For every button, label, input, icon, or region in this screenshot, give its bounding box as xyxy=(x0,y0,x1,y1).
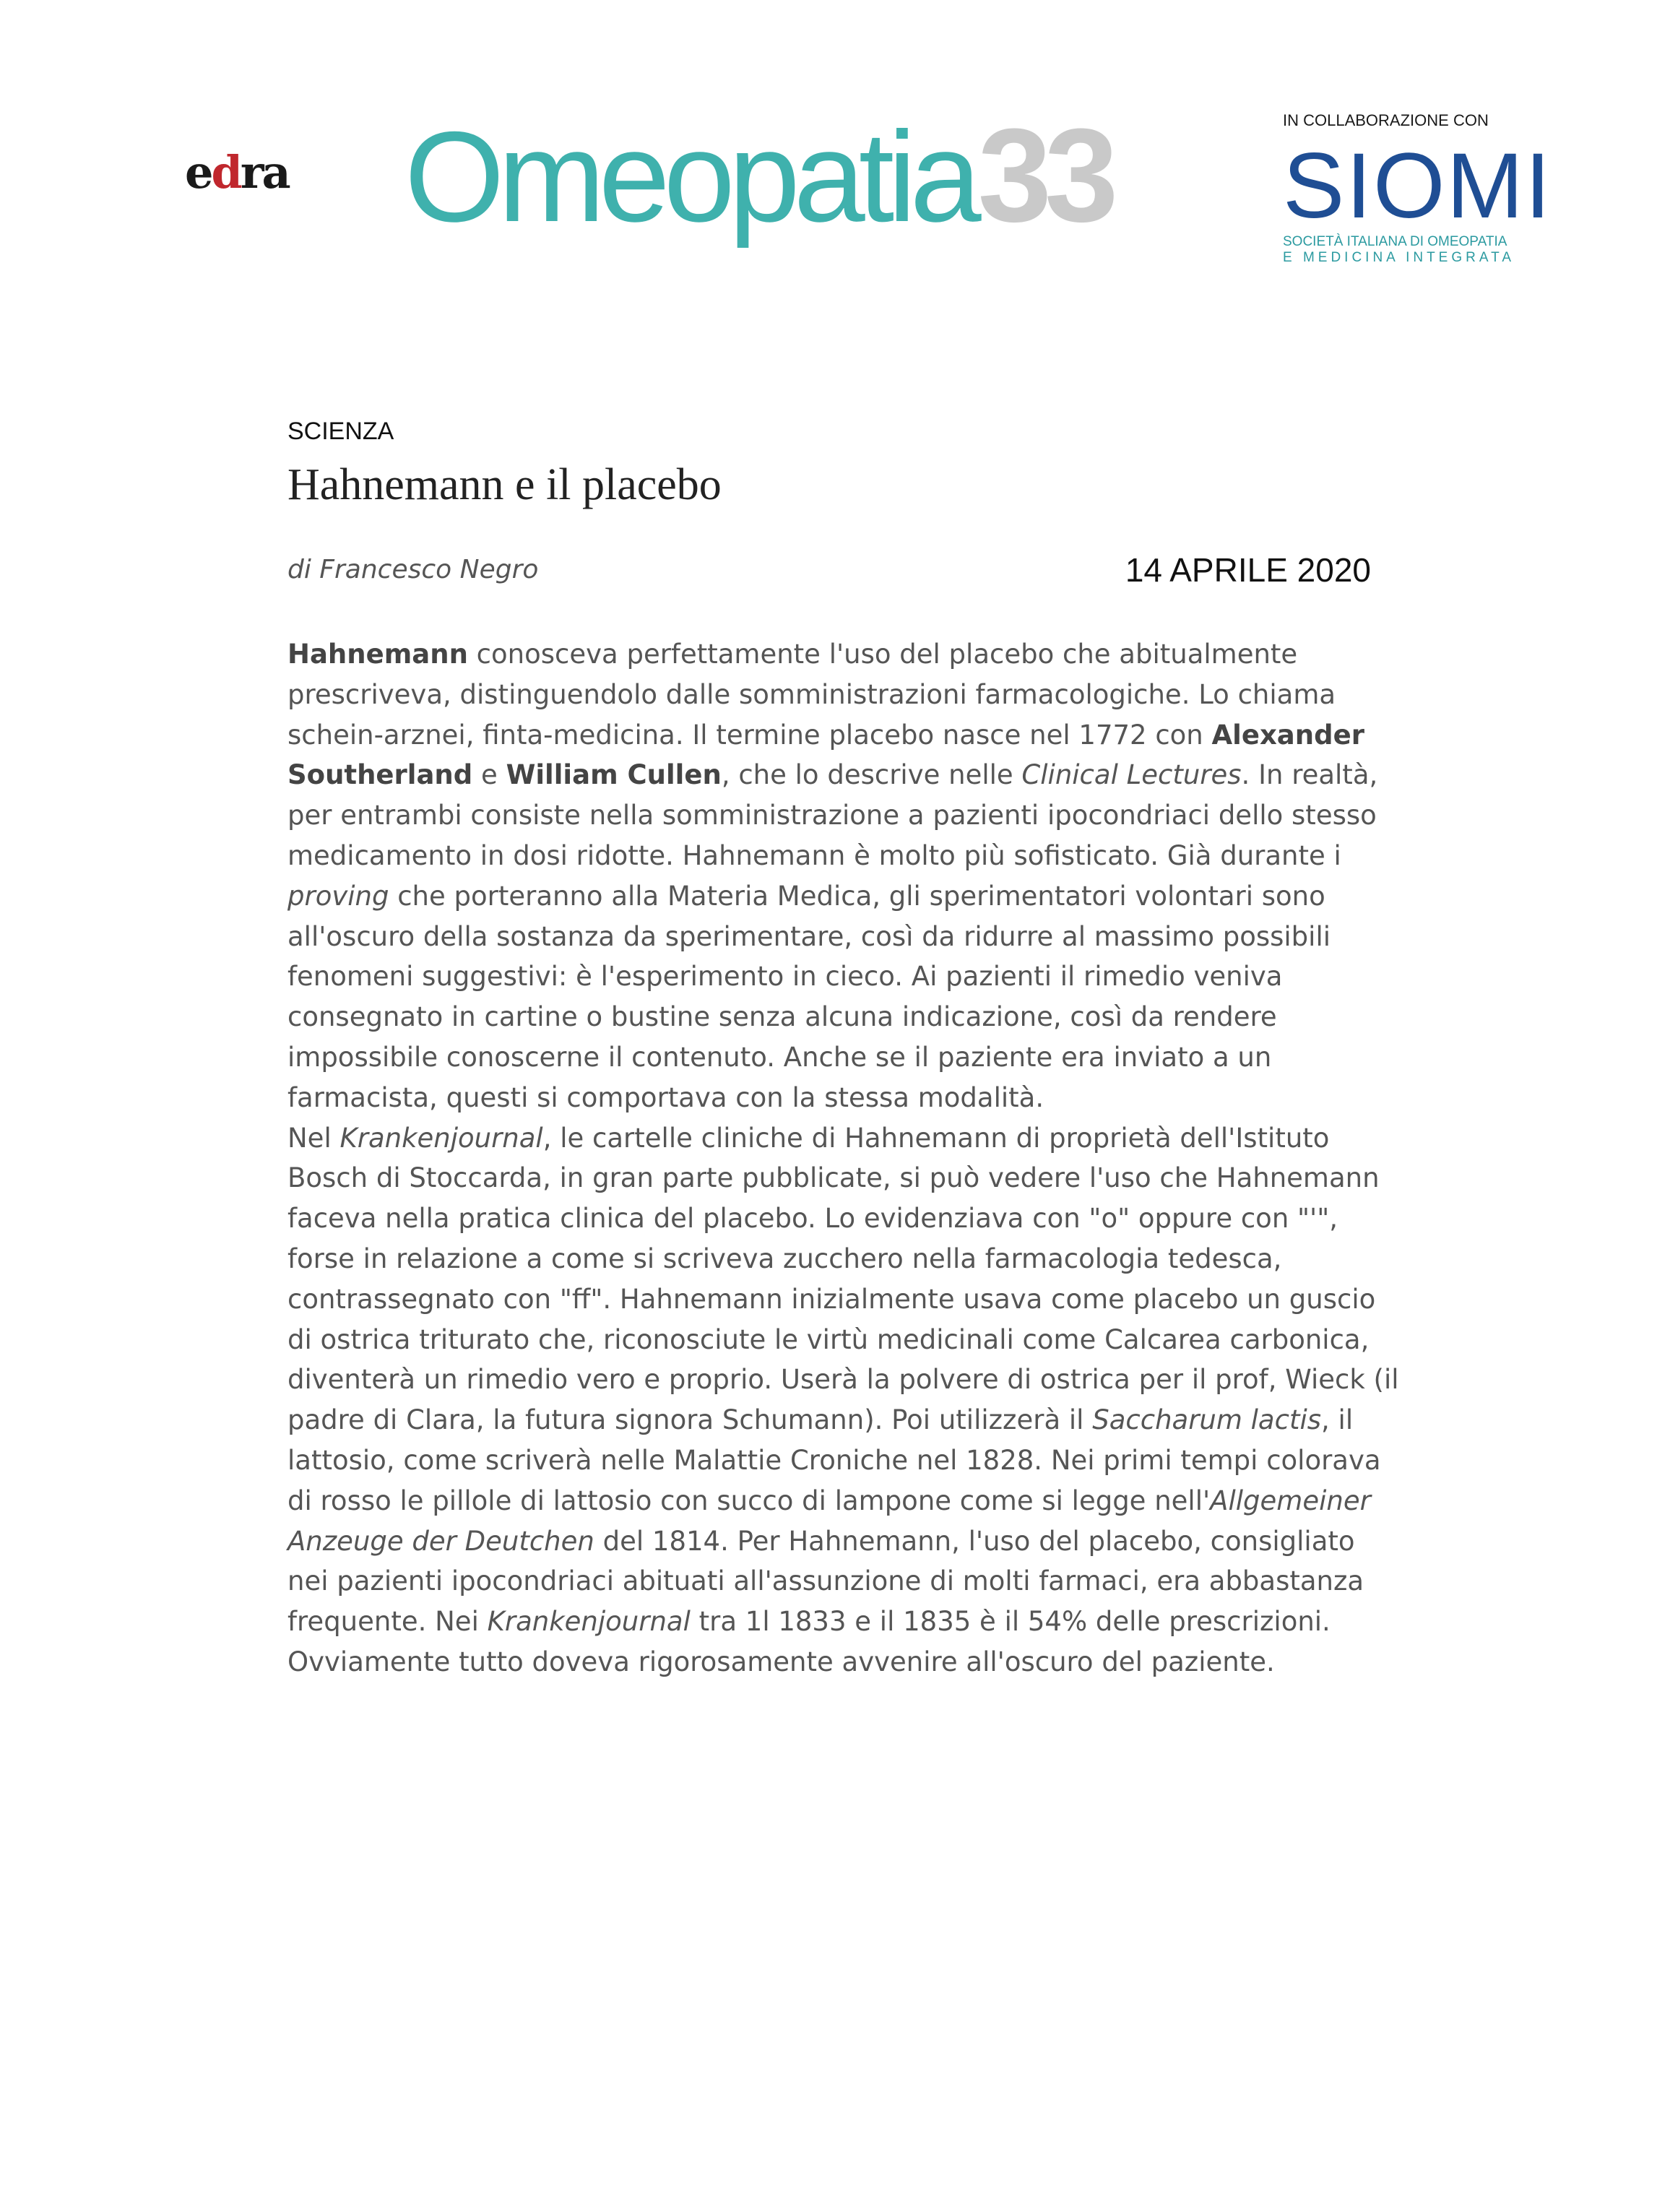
partner-block xyxy=(1283,111,1552,266)
italic-text: proving xyxy=(287,880,389,912)
body-text-run: , il lattosio, come scriverà nelle Malattie Croniche nel 1828. Nei primi tempi colorava di rosso le pillole di lattosio con succo di lampone come si legge nell' xyxy=(287,1404,1381,1516)
article-date: 14 APRILE 2020 xyxy=(1125,551,1371,589)
italic-text: Clinical Lectures xyxy=(1021,759,1242,791)
body-text-run: , le cartelle cliniche di Hahnemann di proprietà dell'Istituto Bosch di Stoccarda, in gran parte pubblicate, si può vedere l'uso che Hahnemann faceva nella pratica clinica del placebo. Lo evidenziava con "o" oppure con "'", forse in relazione a come si scriveva zucchero nella farmacologia tedesca, contrassegnato con "ff". Hahnemann inizialmente usava come placebo un guscio di ostrica triturato che, riconosciute le virtù medicinali come Calcarea carbonica, diventerà un rimedio vero e proprio. Userà la polvere di ostrica per il prof, Wieck (il padre di Clara, la futura signora Schumann). Poi utilizzerà il xyxy=(287,1122,1399,1436)
body-text-run: e xyxy=(472,759,506,791)
partner-subtitle-line1: SOCIETÀ ITALIANA DI OMEOPATIA xyxy=(1283,234,1507,249)
masthead-number: 33 xyxy=(977,100,1112,249)
article-title: Hahnemann e il placebo xyxy=(287,460,722,509)
body-text-run: , che lo descrive nelle xyxy=(721,759,1022,791)
body-text-run: che porteranno alla Materia Medica, gli sperimentatori volontari sono all'oscuro della sostanza da sperimentare, così da ridurre al massimo possibili fenomeni suggestivi: è l'esperimento in cieco. Ai pazienti il rimedio veniva consegnato in cartine o bustine senza alcuna indicazione, così da rendere impossibile conoscerne il contenuto. Anche se il paziente era inviato a un farmacista, questi si comportava con la stessa modalità. xyxy=(287,880,1331,1113)
partner-subtitle-line2: E MEDICINA INTEGRATA xyxy=(1283,249,1515,265)
edra-logo-text: edra xyxy=(185,146,289,199)
page-header xyxy=(0,0,1670,303)
edra-logo xyxy=(185,146,289,199)
collaboration-label: IN COLLABORAZIONE CON xyxy=(1283,111,1489,129)
masthead-logo xyxy=(404,100,1112,249)
byline-row xyxy=(287,550,1385,594)
siomi-logo xyxy=(1283,134,1552,238)
article xyxy=(287,418,1399,1682)
italic-text: Krankenjournal xyxy=(487,1606,691,1638)
bold-text: Alexander Southerland xyxy=(287,719,1364,791)
masthead-word: Omeopatia xyxy=(404,105,975,249)
body-text-run: . In realtà, per entrambi consiste nella somministrazione a pazienti ipocondriaci dello stesso medicamento in dosi ridotte. Hahnemann è molto più sofisticato. Già durante i xyxy=(287,759,1378,871)
body-text-run: conosceva perfettamente l'uso del placebo che abitualmente prescriveva, distinguendolo dalle somministrazioni farmacologiche. Lo chiama schein-arznei, finta-medicina. Il termine placebo nasce nel 1772 con xyxy=(287,639,1336,751)
italic-text: Krankenjournal xyxy=(339,1122,543,1154)
bold-text: Hahnemann xyxy=(287,639,468,670)
siomi-logo-text: SIOMI xyxy=(1283,134,1552,238)
body-text-run: Nel xyxy=(287,1122,340,1154)
paragraph-2 xyxy=(287,1118,1400,1682)
bold-text: William Cullen xyxy=(506,759,722,791)
section-label: SCIENZA xyxy=(287,418,394,445)
italic-text: Saccharum lactis xyxy=(1092,1404,1322,1436)
italic-text: Allgemeiner Anzeuge der Deutchen xyxy=(287,1485,1371,1557)
author-byline: di Francesco Negro xyxy=(287,555,539,584)
body-text-run: tra 1l 1833 e il 1835 è il 54% delle prescrizioni. Ovviamente tutto doveva rigorosamente avvenire all'oscuro del paziente. xyxy=(287,1606,1331,1677)
paragraph-1 xyxy=(287,634,1400,1118)
article-body xyxy=(287,634,1400,1682)
body-text-run: del 1814. Per Hahnemann, l'uso del placebo, consigliato nei pazienti ipocondriaci abituati all'assunzione di molti farmaci, era abbastanza frequente. Nei xyxy=(287,1525,1364,1638)
